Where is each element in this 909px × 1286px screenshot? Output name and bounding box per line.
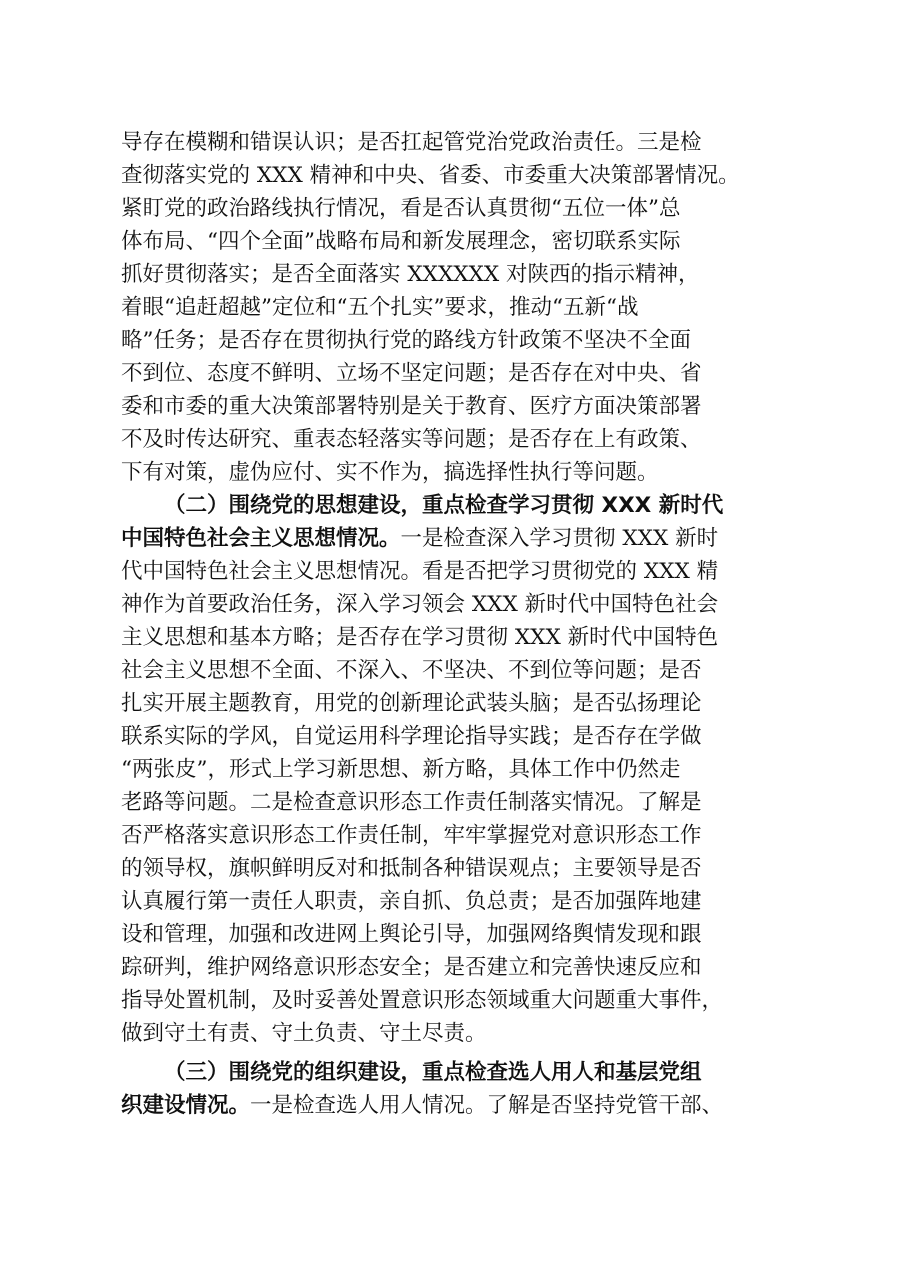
text-line xyxy=(121,1089,801,1122)
text-line: 设和管理，加强和改进网上舆论引导，加强网络舆情发现和跟 xyxy=(121,922,702,947)
text-line: 踪研判，维护网络意识形态安全；是否建立和完善快速反应和 xyxy=(121,955,702,980)
section-heading-3-tail: 织建设情况。 xyxy=(121,1093,251,1118)
text-line: 抓好贯彻落实；是否全面落实 XXXXXX 对陕西的指示精神， xyxy=(121,262,700,287)
text-span: 一是检查深入学习贯彻 XXX 新时 xyxy=(400,526,719,551)
paragraph-1 xyxy=(121,126,801,489)
text-line: 社会主义思想不全面、不深入、不坚决、不到位等问题；是否 xyxy=(121,658,702,683)
text-line: 下有对策，虚伪应付、实不作为，搞选择性执行等问题。 xyxy=(121,460,659,485)
text-line: 不到位、态度不鲜明、立场不坚定问题；是否存在对中央、省 xyxy=(121,361,702,386)
section-heading-3: （三）围绕党的组织建设，重点检查选人用人和基层党组 xyxy=(164,1060,702,1085)
text-line: 委和市委的重大决策部署特别是关于教育、医疗方面决策部署 xyxy=(121,394,702,419)
text-line: 略”任务；是否存在贯彻执行党的路线方针政策不坚决不全面 xyxy=(121,328,691,353)
text-line: “两张皮”，形式上学习新思想、新方略，具体工作中仍然走 xyxy=(121,757,681,782)
text-span: 一是检查选人用人情况。了解是否坚持党管干部、 xyxy=(250,1093,724,1118)
text-line: 紧盯党的政治路线执行情况，看是否认真贯彻“五位一体”总 xyxy=(121,196,681,221)
text-line: 认真履行第一责任人职责，亲自抓、负总责；是否加强阵地建 xyxy=(121,889,702,914)
text-line: 着眼“追赶超越”定位和“五个扎实”要求，推动“五新“战 xyxy=(121,295,639,320)
text-line: 主义思想和基本方略；是否存在学习贯彻 XXX 新时代中国特色 xyxy=(121,625,719,650)
text-line: 扎实开展主题教育，用党的创新理论武装头脑；是否弘扬理论 xyxy=(121,691,702,716)
text-line: 代中国特色社会主义思想情况。看是否把学习贯彻党的 XXX 精 xyxy=(121,559,719,584)
document-body xyxy=(121,126,801,1122)
text-line: 指导处置机制，及时妥善处置意识形态领域重大问题重大事件， xyxy=(121,988,724,1013)
text-line: 否严格落实意识形态工作责任制，牢牢掌握党对意识形态工作 xyxy=(121,823,702,848)
text-line: 查彻落实党的 XXX 精神和中央、省委、市委重大决策部署情况。 xyxy=(121,163,740,188)
text-line: 神作为首要政治任务，深入学习领会 XXX 新时代中国特色社会 xyxy=(121,592,719,617)
text-line xyxy=(121,522,801,555)
paragraph-3 xyxy=(121,1056,801,1122)
section-heading-2-tail: 中国特色社会主义思想情况。 xyxy=(121,526,401,551)
text-line: 导存在模糊和错误认识；是否扛起管党治党政治责任。三是检 xyxy=(121,130,702,155)
text-line: 不及时传达研究、重表态轻落实等问题；是否存在上有政策、 xyxy=(121,427,702,452)
text-line: 体布局、“四个全面”战略布局和新发展理念，密切联系实际 xyxy=(121,229,681,254)
text-line: 的领导权，旗帜鲜明反对和抵制各种错误观点；主要领导是否 xyxy=(121,856,702,881)
section-heading-2: （二）围绕党的思想建设，重点检查学习贯彻 XXX 新时代 xyxy=(164,493,724,518)
text-line: 做到守土有责、守土负责、守土尽责。 xyxy=(121,1021,487,1046)
text-line: 联系实际的学风，自觉运用科学理论指导实践；是否存在学做 xyxy=(121,724,702,749)
paragraph-2 xyxy=(121,489,801,1050)
text-line: 老路等问题。二是检查意识形态工作责任制落实情况。了解是 xyxy=(121,790,702,815)
